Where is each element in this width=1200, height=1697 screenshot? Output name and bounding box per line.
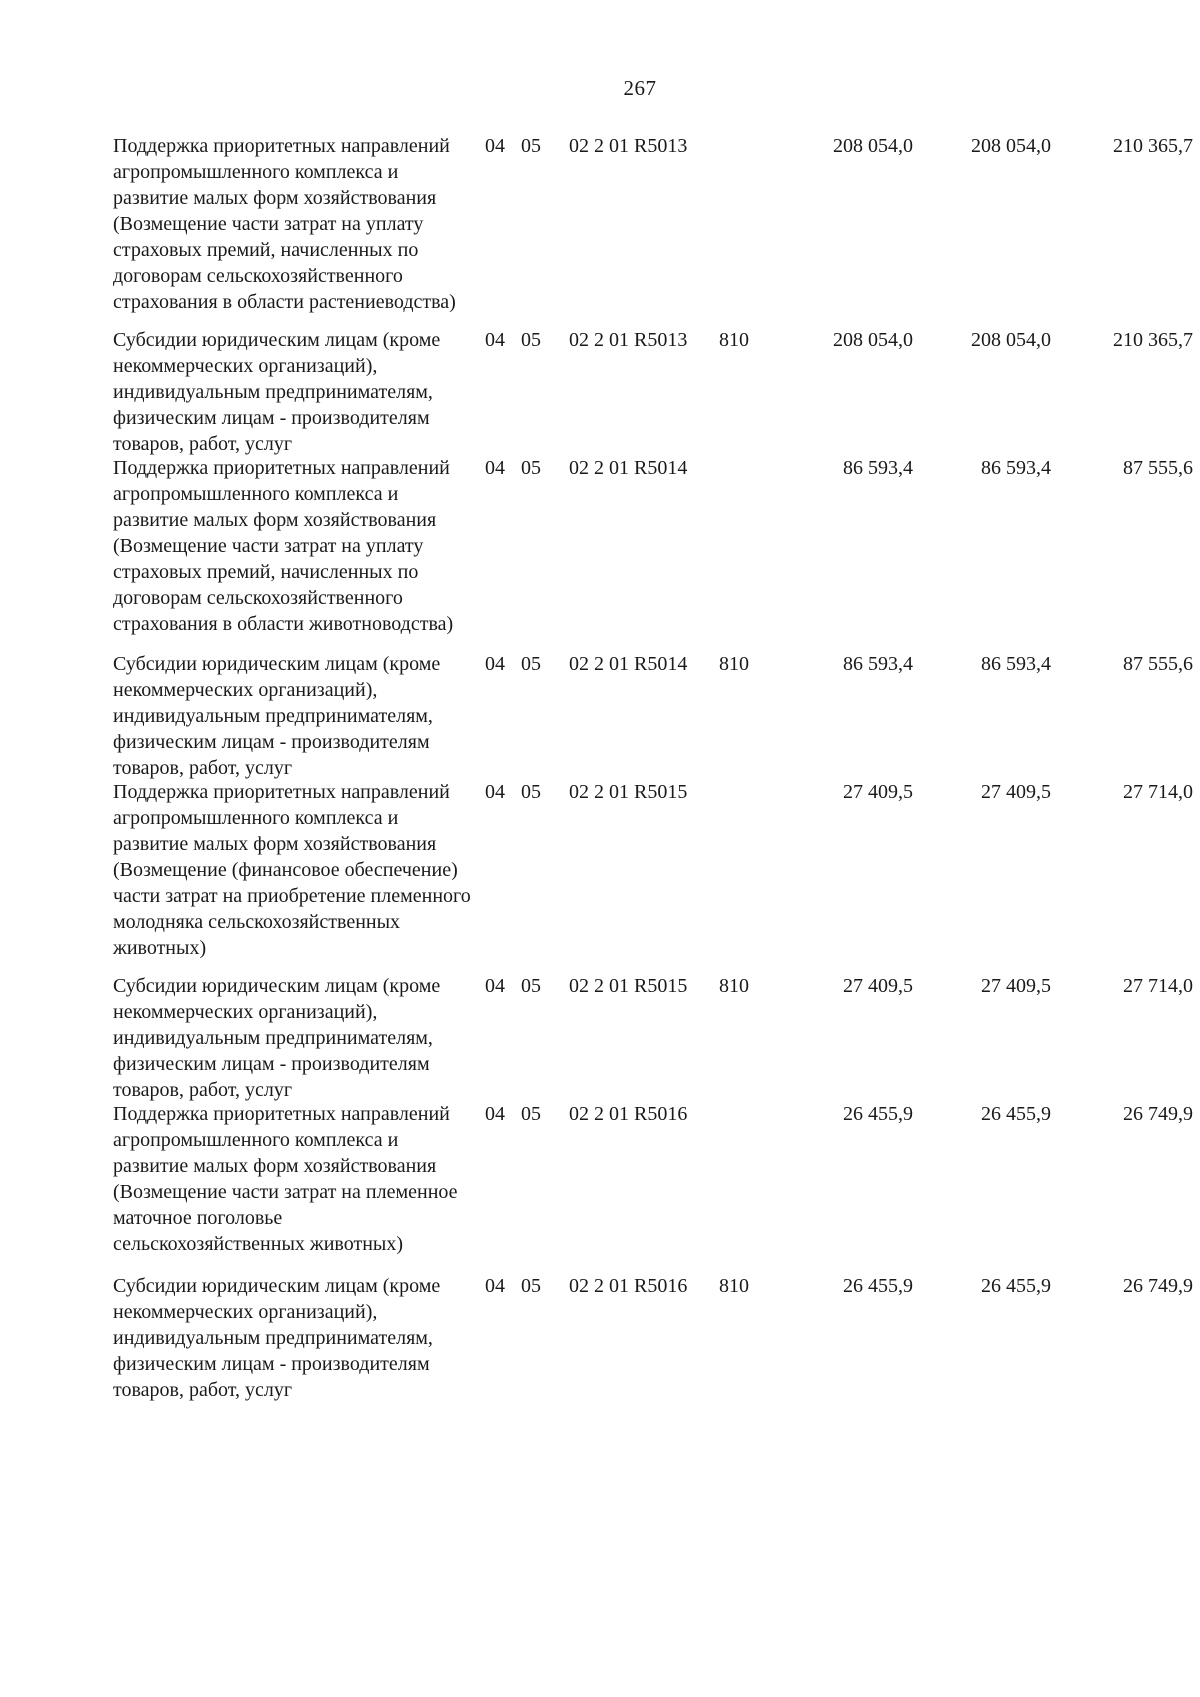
- row-value-2: 86 593,4: [981, 457, 1051, 479]
- row-value-3: 26 749,9: [1123, 1275, 1193, 1297]
- row-kind: 810: [719, 653, 749, 675]
- row-subsection: 05: [521, 781, 541, 803]
- table-row: [113, 1273, 1193, 1403]
- row-subsection: 05: [521, 457, 541, 479]
- row-code: 02 2 01 R5013: [569, 329, 688, 351]
- row-code: 02 2 01 R5016: [569, 1275, 688, 1297]
- table-row: [113, 455, 1193, 651]
- row-value-3: 26 749,9: [1123, 1103, 1193, 1125]
- row-value-1: 27 409,5: [843, 975, 913, 997]
- row-value-2: 208 054,0: [971, 135, 1051, 157]
- table-row: [113, 651, 1193, 779]
- row-subsection: 05: [521, 975, 541, 997]
- row-name: Поддержка приоритетных направлений агропромышленного комплекса и развитие малых форм хозяйствования (Возмещение части затрат на уплату страховых премий, начисленных по договорам сельскохозяйственного страхования в области животноводства): [113, 457, 454, 635]
- row-value-2: 26 455,9: [981, 1103, 1051, 1125]
- row-value-3: 27 714,0: [1123, 781, 1193, 803]
- row-subsection: 05: [521, 653, 541, 675]
- row-section: 04: [485, 975, 505, 997]
- row-kind: 810: [719, 329, 749, 351]
- budget-table: [113, 133, 1193, 1403]
- table-row: [113, 133, 1193, 327]
- row-code: 02 2 01 R5015: [569, 781, 688, 803]
- row-subsection: 05: [521, 135, 541, 157]
- row-code: 02 2 01 R5014: [569, 457, 688, 479]
- row-value-1: 26 455,9: [843, 1275, 913, 1297]
- row-code: 02 2 01 R5014: [569, 653, 688, 675]
- row-section: 04: [485, 781, 505, 803]
- row-section: 04: [485, 135, 505, 157]
- row-value-3: 210 365,7: [1113, 329, 1193, 351]
- row-value-1: 86 593,4: [843, 457, 913, 479]
- row-code: 02 2 01 R5013: [569, 135, 688, 157]
- table-row: [113, 1101, 1193, 1273]
- row-section: 04: [485, 457, 505, 479]
- row-kind: 810: [719, 1275, 749, 1297]
- row-name: Поддержка приоритетных направлений агропромышленного комплекса и развитие малых форм хозяйствования (Возмещение части затрат на уплату страховых премий, начисленных по договорам сельскохозяйственного страхования в области растениеводства): [113, 135, 456, 313]
- row-name: Субсидии юридическим лицам (кроме некоммерческих организаций), индивидуальным предпринимателям, физическим лицам - производителям товаров, работ, услуг: [113, 975, 441, 1101]
- row-kind: 810: [719, 975, 749, 997]
- row-name: Субсидии юридическим лицам (кроме некоммерческих организаций), индивидуальным предпринимателям, физическим лицам - производителям товаров, работ, услуг: [113, 653, 441, 779]
- row-code: 02 2 01 R5016: [569, 1103, 688, 1125]
- row-value-3: 210 365,7: [1113, 135, 1193, 157]
- row-value-1: 208 054,0: [833, 135, 913, 157]
- row-value-2: 27 409,5: [981, 975, 1051, 997]
- row-section: 04: [485, 653, 505, 675]
- row-value-2: 86 593,4: [981, 653, 1051, 675]
- row-subsection: 05: [521, 1103, 541, 1125]
- row-value-2: 27 409,5: [981, 781, 1051, 803]
- row-subsection: 05: [521, 329, 541, 351]
- row-value-1: 26 455,9: [843, 1103, 913, 1125]
- row-section: 04: [485, 329, 505, 351]
- row-value-3: 87 555,6: [1123, 653, 1193, 675]
- row-name: Субсидии юридическим лицам (кроме некоммерческих организаций), индивидуальным предпринимателям, физическим лицам - производителям товаров, работ, услуг: [113, 1275, 441, 1401]
- row-value-2: 26 455,9: [981, 1275, 1051, 1297]
- row-value-2: 208 054,0: [971, 329, 1051, 351]
- row-code: 02 2 01 R5015: [569, 975, 688, 997]
- row-name: Поддержка приоритетных направлений агропромышленного комплекса и развитие малых форм хозяйствования (Возмещение части затрат на племенное маточное поголовье сельскохозяйственных животных): [113, 1103, 458, 1255]
- row-section: 04: [485, 1275, 505, 1297]
- row-section: 04: [485, 1103, 505, 1125]
- row-name: Субсидии юридическим лицам (кроме некоммерческих организаций), индивидуальным предпринимателям, физическим лицам - производителям товаров, работ, услуг: [113, 329, 441, 455]
- row-value-3: 87 555,6: [1123, 457, 1193, 479]
- row-subsection: 05: [521, 1275, 541, 1297]
- row-value-1: 27 409,5: [843, 781, 913, 803]
- row-name: Поддержка приоритетных направлений агропромышленного комплекса и развитие малых форм хозяйствования (Возмещение (финансовое обеспечение) части затрат на приобретение племенного молодняка сельскохозяйственных животных): [113, 781, 471, 959]
- row-value-1: 86 593,4: [843, 653, 913, 675]
- table-row: [113, 779, 1193, 973]
- page-number: 267: [623, 76, 657, 100]
- table-row: [113, 327, 1193, 455]
- table-row: [113, 973, 1193, 1101]
- row-value-1: 208 054,0: [833, 329, 913, 351]
- row-value-3: 27 714,0: [1123, 975, 1193, 997]
